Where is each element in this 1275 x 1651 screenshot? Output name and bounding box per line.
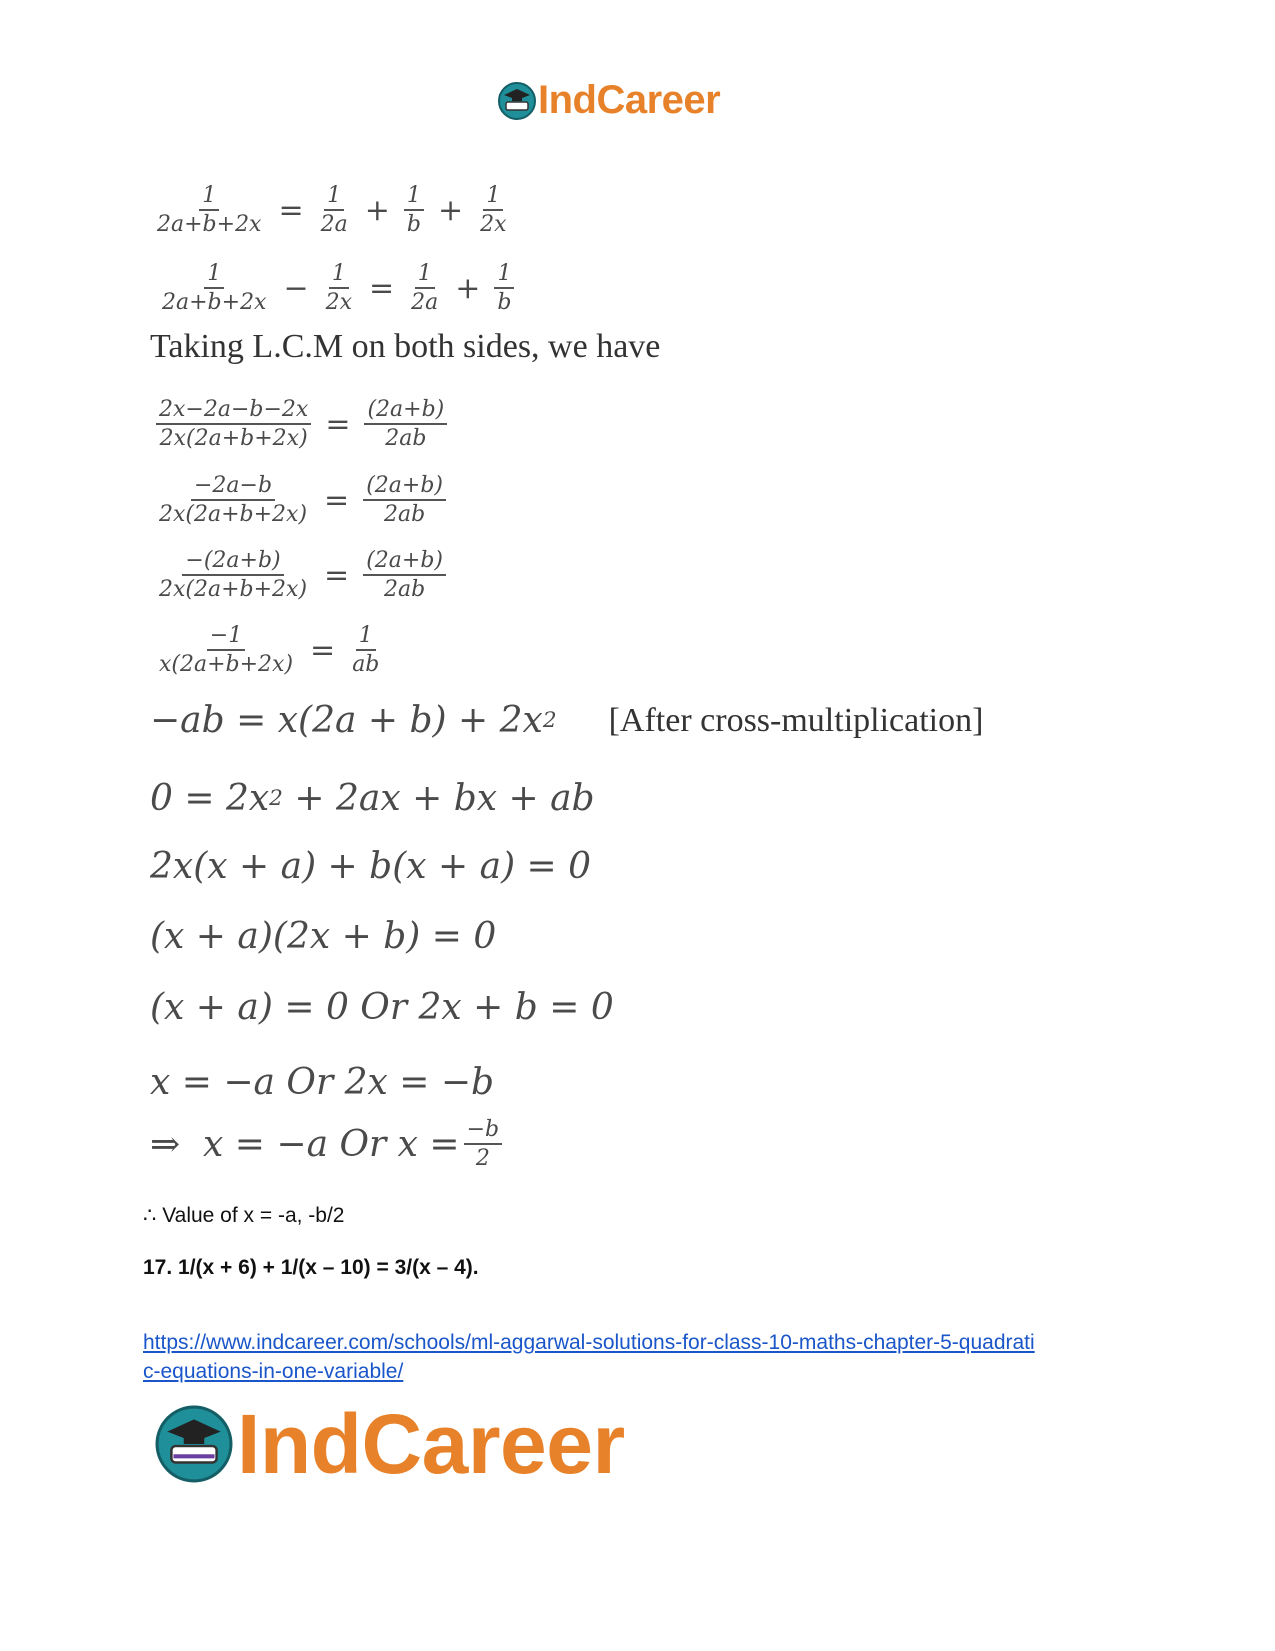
equals-sign: = [324, 482, 350, 518]
header-logo [498, 78, 720, 123]
fraction-denominator: 2a [320, 212, 348, 238]
fraction-numerator: 1 [324, 184, 344, 211]
fraction-denominator: 2a+b+2x [157, 212, 262, 238]
fraction-denominator: 2x(2a+b+2x) [159, 577, 308, 603]
equation-step-8 [150, 778, 595, 819]
fraction-numerator: −1 [207, 624, 245, 651]
equals-sign: = [369, 270, 395, 306]
cross-multiplication-note: [After cross-multiplication] [608, 701, 984, 739]
fraction-numerator: 1 [494, 262, 514, 289]
equation-expression: ⇒ x = −a Or x = [150, 1123, 460, 1165]
equation-expression-part-2: + 2ax + bx + ab [282, 778, 595, 819]
equation-step-2 [155, 262, 519, 314]
fraction-numerator: (2a+b) [364, 398, 447, 425]
fraction-denominator: ab [352, 652, 380, 678]
fraction-numerator: 1 [329, 262, 349, 289]
equation-step-1 [150, 184, 514, 236]
fraction-numerator: 1 [404, 184, 424, 211]
plus-sign: + [364, 192, 390, 228]
plus-sign: + [437, 192, 464, 228]
fraction-numerator: (2a+b) [363, 549, 446, 576]
equation-step-13 [150, 1118, 506, 1170]
source-link[interactable] [143, 1328, 1035, 1386]
logo-text: IndCareer [237, 1397, 625, 1491]
fraction-numerator: 1 [415, 262, 435, 289]
fraction-numerator: 1 [199, 184, 219, 211]
equation-step-11: (x + a) = 0 Or 2x + b = 0 [150, 987, 614, 1028]
graduation-cap-globe-icon [498, 82, 536, 120]
fraction-denominator: 2ab [383, 577, 426, 603]
footer-logo [155, 1397, 625, 1491]
fraction-denominator: 2ab [385, 426, 427, 452]
equation-step-9: 2x(x + a) + b(x + a) = 0 [150, 846, 592, 887]
equation-expression-part-1: 0 = 2x [150, 778, 270, 819]
fraction-denominator: 2a [411, 290, 439, 316]
fraction-numerator: 1 [204, 262, 224, 289]
fraction-numerator: (2a+b) [363, 474, 446, 501]
plus-sign: + [455, 270, 481, 306]
fraction-denominator: b [497, 290, 512, 316]
source-link-line-2[interactable]: c-equations-in-one-variable/ [143, 1360, 404, 1383]
fraction-numerator: −2a−b [191, 474, 275, 501]
equation-step-6 [152, 624, 386, 676]
fraction-denominator: 2x(2a+b+2x) [159, 502, 308, 528]
minus-sign: − [283, 270, 309, 306]
equation-expression: −ab = x(2a + b) + 2x [150, 700, 543, 741]
fraction-denominator: 2x(2a+b+2x) [159, 426, 308, 452]
equation-step-5 [152, 549, 450, 601]
fraction-denominator: x(2a+b+2x) [159, 652, 294, 678]
source-link-line-1[interactable]: https://www.indcareer.com/schools/ml-aggarwal-solutions-for-class-10-maths-chapter-5-quadrati [143, 1331, 1035, 1354]
question-17-heading: 17. 1/(x + 6) + 1/(x – 10) = 3/(x – 4). [143, 1256, 479, 1279]
equals-sign: = [325, 406, 351, 442]
equals-sign: = [324, 557, 350, 593]
fraction-numerator: −(2a+b) [182, 549, 283, 576]
graduation-cap-globe-icon [155, 1405, 233, 1483]
equation-step-4 [152, 474, 450, 526]
lcm-instruction-text: Taking L.C.M on both sides, we have [150, 328, 661, 365]
exponent: 2 [542, 708, 557, 733]
equals-sign: = [310, 632, 336, 668]
fraction-denominator: b [406, 212, 421, 238]
fraction-denominator: 2x [325, 290, 353, 316]
equation-step-10: (x + a)(2x + b) = 0 [150, 916, 497, 957]
equation-step-7 [150, 700, 983, 741]
fraction-numerator: −b [464, 1118, 503, 1145]
fraction-numerator: 1 [356, 624, 376, 651]
logo-text: IndCareer [538, 78, 721, 122]
fraction-denominator: 2a+b+2x [162, 290, 267, 316]
equation-step-3 [152, 398, 451, 450]
equation-step-12: x = −a Or 2x = −b [150, 1062, 495, 1103]
fraction-denominator: 2x [480, 212, 507, 238]
fraction-denominator: 2ab [383, 502, 426, 528]
exponent: 2 [269, 786, 283, 811]
equals-sign: = [278, 192, 304, 228]
answer-value-line: ∴ Value of x = -a, -b/2 [143, 1204, 345, 1227]
fraction-numerator: 1 [483, 184, 503, 211]
fraction-denominator: 2 [475, 1146, 490, 1172]
fraction-numerator: 2x−2a−b−2x [156, 398, 311, 425]
